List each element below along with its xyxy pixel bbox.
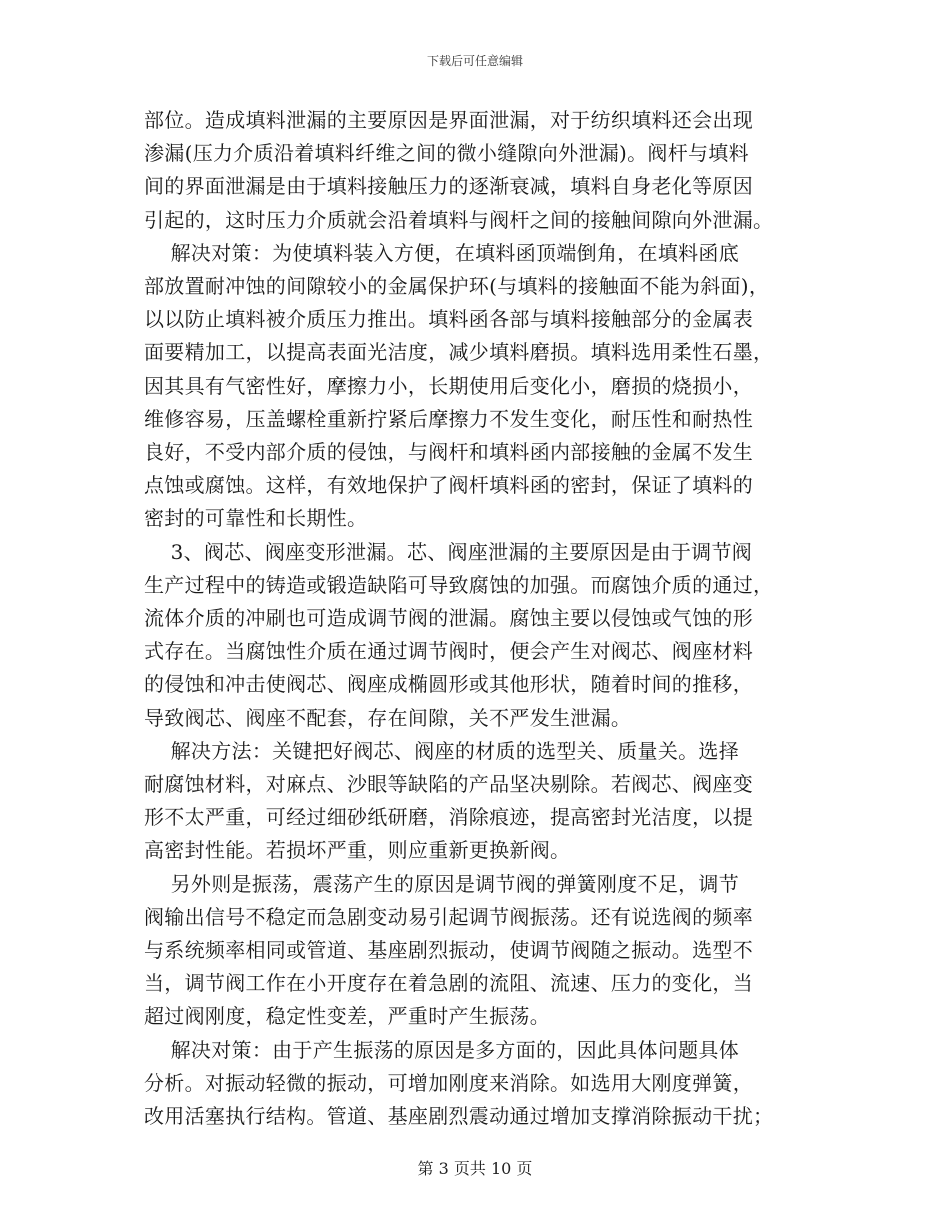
page-number: 第 3 页共 10 页 (417, 1159, 533, 1178)
paragraph-packing-leak: 部位。造成填料泄漏的主要原因是界面泄漏，对于纺织填料还会出现 渗漏(压力介质沿着填料纤维之间的微小缝隙向外泄漏)。阀杆与填料 间的界面泄漏是由于填料接触压力的逐渐衰减，填料自身老化等原因 引起的，这时压力介质就会沿着填料与阀杆之间的接触间隙向外泄漏。 (144, 108, 774, 232)
document-body (144, 104, 804, 1133)
paragraph-valve-core-solution: 解决方法：关键把好阀芯、阀座的材质的选型关、质量关。选择 耐腐蚀材料，对麻点、沙眼等缺陷的产品坚决剔除。若阀芯、阀座变 形不太严重，可经过细砂纸研磨，消除痕迹，提高密封光洁度，以提 高密封性能。若损坏严重，则应重新更换新阀。 (144, 738, 753, 863)
paragraph-oscillation: 另外则是振荡，震荡产生的原因是调节阀的弹簧刚度不足，调节 阀输出信号不稳定而急剧变动易引起调节阀振荡。还有说选阀的频率 与系统频率相同或管道、基座剧烈振动，使调节阀随之振动。选型不 当，调节阀工作在小开度存在着急剧的流阻、流速、压力的变化，当 超过阀刚度，稳定性变差，严重时产生振荡。 (144, 871, 753, 1029)
page-header-note: 下载后可任意编辑 (426, 54, 523, 68)
paragraph-oscillation-solution: 解决对策：由于产生振荡的原因是多方面的，因此具体问题具体 分析。对振动轻微的振动，可增加刚度来消除。如选用大刚度弹簧， 改用活塞执行结构。管道、基座剧烈震动通过增加支撑消除振动干扰； (144, 1037, 774, 1129)
paragraph-packing-solution: 解决对策：为使填料装入方便，在填料函顶端倒角，在填料函底 部放置耐冲蚀的间隙较小的金属保护环(与填料的接触面不能为斜面)， 以以防止填料被介质压力推出。填料函各部与填料接触部分的金属表 面要精加工，以提高表面光洁度，减少填料磨损。填料选用柔性石墨， 因其具有气密性好，摩擦力小，长期使用后变化小，磨损的烧损小， 维修容易，压盖螺栓重新拧紧后摩擦力不发生变化，耐压性和耐热性 良好，不受内部介质的侵蚀，与阀杆和填料函内部接触的金属不发生 点蚀或腐蚀。这样，有效地保护了阀杆填料函的密封，保证了填料的 密封的可靠性和长期性。 (144, 240, 774, 531)
paragraph-valve-core-deformation: 3、阀芯、阀座变形泄漏。芯、阀座泄漏的主要原因是由于调节阀 生产过程中的铸造或锻造缺陷可导致腐蚀的加强。而腐蚀介质的通过， 流体介质的冲刷也可造成调节阀的泄漏。腐蚀主要以侵蚀或气蚀的形 式存在。当腐蚀性介质在通过调节阀时，便会产生对阀芯、阀座材料 的侵蚀和冲击使阀芯、阀座成椭圆形或其他形状，随着时间的推移， 导致阀芯、阀座不配套，存在间隙，关不严发生泄漏。 (144, 539, 774, 730)
